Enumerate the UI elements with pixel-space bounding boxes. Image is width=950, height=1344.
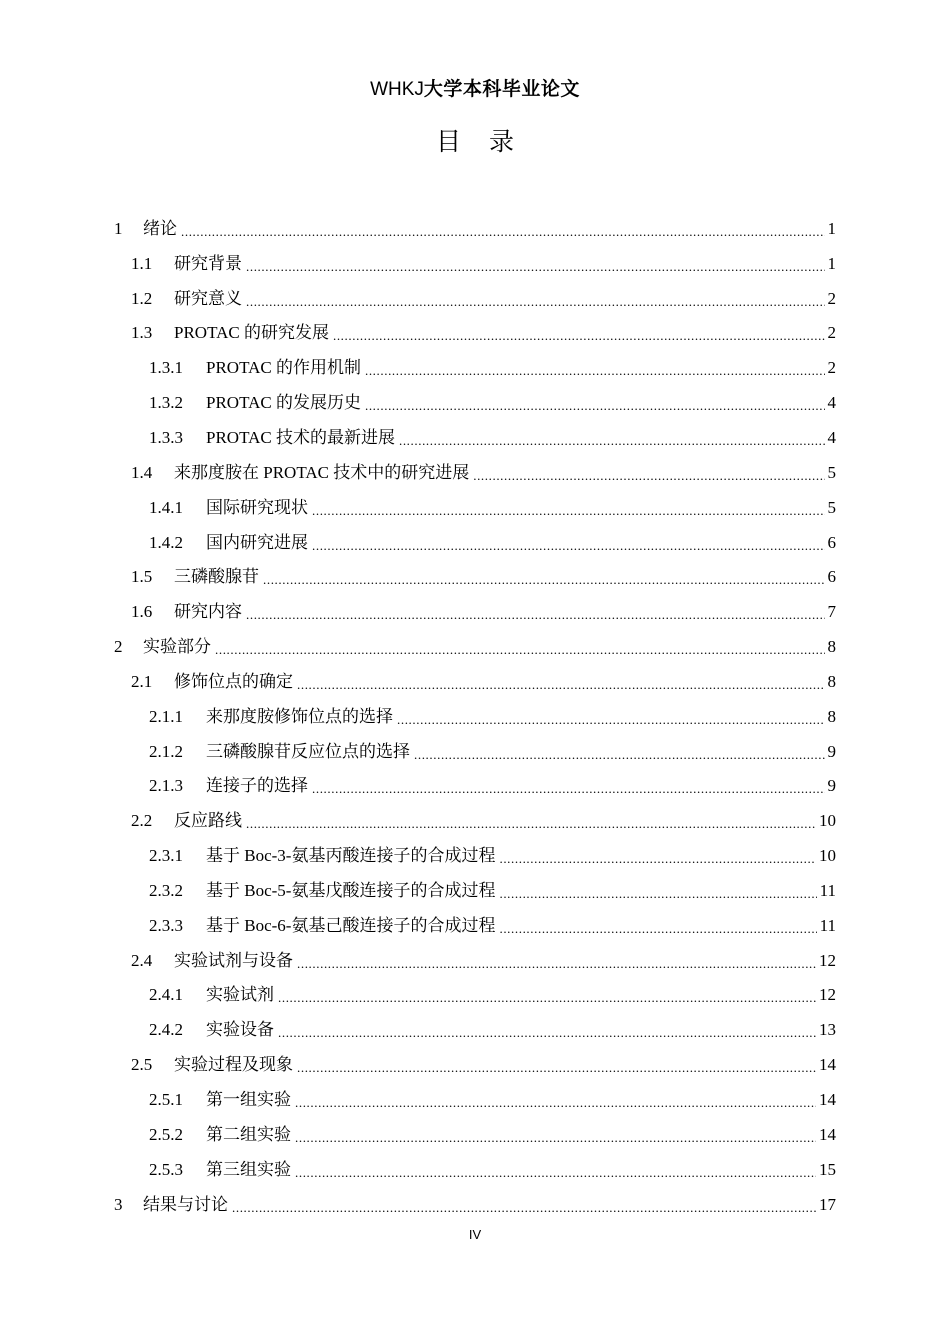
toc-entry-number: 1.6 (131, 602, 153, 622)
toc-entry-page: 6 (827, 567, 836, 587)
toc-entry-number: 1 (114, 218, 123, 238)
toc-entry-number: 1.4.2 (149, 532, 183, 552)
toc-leader-dots (181, 221, 825, 241)
toc-entry[interactable] (0, 836, 950, 871)
toc-leader-dots (499, 848, 816, 868)
toc-leader-dots (246, 291, 825, 311)
toc-entry-number: 1.1 (131, 253, 153, 273)
toc-entry-page: 2 (827, 358, 836, 378)
toc-entry-page: 13 (819, 1020, 836, 1040)
page-number: IV (468, 1227, 482, 1242)
toc-entry[interactable] (0, 244, 950, 279)
toc-entry-number: 2.4.1 (149, 985, 183, 1005)
toc-entry-number: 1.5 (131, 567, 153, 587)
toc-entry-number: 2.1.3 (149, 776, 183, 796)
toc-leader-dots (297, 674, 825, 694)
toc-entry-number: 1.3 (131, 323, 153, 343)
toc-entry[interactable] (0, 801, 950, 836)
toc-entry-number: 2.2 (131, 811, 153, 831)
toc-entry-title: 修饰位点的确定 (174, 671, 293, 691)
toc-entry-number: 2.5 (131, 1055, 153, 1075)
toc-entry-page: 10 (819, 846, 836, 866)
toc-entry-page: 9 (827, 741, 836, 761)
toc-entry[interactable] (0, 314, 950, 349)
toc-leader-dots (246, 813, 816, 833)
toc-entry-page: 11 (819, 880, 836, 900)
toc-entry-title: 实验设备 (206, 1020, 274, 1040)
toc-entry-title: 基于 Boc-5-氨基戊酸连接子的合成过程 (206, 880, 496, 900)
toc-entry[interactable] (0, 279, 950, 314)
toc-entry-title: 实验过程及现象 (174, 1055, 293, 1075)
toc-leader-dots (295, 1092, 816, 1112)
header-thesis-label: 大学本科毕业论文 (423, 78, 580, 100)
toc-entry-title: 连接子的选择 (206, 776, 308, 796)
toc-entry-title: 基于 Boc-6-氨基己酸连接子的合成过程 (206, 915, 496, 935)
toc-entry-number: 2.4 (131, 950, 153, 970)
toc-leader-dots (295, 1162, 816, 1182)
toc-entry-title: PROTAC 的研究发展 (174, 323, 329, 343)
toc-leader-dots (278, 1022, 816, 1042)
toc-entry-number: 2.1 (131, 671, 153, 691)
toc-entry[interactable] (0, 488, 950, 523)
toc-entry-page: 4 (827, 427, 836, 447)
toc-entry-page: 5 (827, 462, 836, 482)
header-university-code: WHKJ (370, 79, 424, 100)
toc-entry-page: 1 (827, 218, 836, 238)
toc-entry[interactable] (0, 1115, 950, 1150)
toc-leader-dots (312, 778, 825, 798)
toc-entry[interactable] (0, 941, 950, 976)
toc-entry[interactable] (0, 1150, 950, 1185)
toc-entry[interactable] (0, 906, 950, 941)
toc-entry-page: 17 (819, 1194, 836, 1214)
toc-entry-title: 来那度胺修饰位点的选择 (206, 706, 393, 726)
toc-entry-page: 5 (827, 497, 836, 517)
toc-entry-page: 9 (827, 776, 836, 796)
toc-entry-number: 2.1.1 (149, 706, 183, 726)
toc-entry-number: 1.4.1 (149, 497, 183, 517)
toc-entry-number: 2.3.1 (149, 846, 183, 866)
toc-entry-title: 三磷酸腺苷反应位点的选择 (206, 741, 410, 761)
toc-entry[interactable] (0, 976, 950, 1011)
toc-entry[interactable] (0, 348, 950, 383)
toc-entry-page: 15 (819, 1159, 836, 1179)
toc-entry[interactable] (0, 767, 950, 802)
toc-entry-title: 国内研究进展 (206, 532, 308, 552)
toc-entry-title: PROTAC 的作用机制 (206, 358, 361, 378)
toc-leader-dots (399, 430, 825, 450)
toc-leader-dots (414, 744, 825, 764)
toc-entry[interactable] (0, 453, 950, 488)
toc-entry-number: 2.3.3 (149, 915, 183, 935)
toc-entry-title: 第三组实验 (206, 1159, 291, 1179)
toc-entry[interactable] (0, 592, 950, 627)
toc-entry[interactable] (0, 418, 950, 453)
toc-entry-page: 4 (827, 393, 836, 413)
toc-leader-dots (499, 883, 816, 903)
page-title: 目录 (435, 127, 542, 156)
toc-entry[interactable] (0, 697, 950, 732)
toc-entry-number: 2.5.2 (149, 1124, 183, 1144)
toc-leader-dots (473, 465, 824, 485)
toc-entry-number: 2.4.2 (149, 1020, 183, 1040)
toc-entry-title: 反应路线 (174, 811, 242, 831)
toc-entry-number: 3 (114, 1194, 123, 1214)
toc-entry[interactable] (0, 383, 950, 418)
toc-leader-dots (297, 953, 816, 973)
toc-entry[interactable] (0, 732, 950, 767)
toc-entry-page: 14 (819, 1055, 836, 1075)
toc-leader-dots (312, 500, 825, 520)
toc-leader-dots (297, 1057, 816, 1077)
toc-entry-title: 来那度胺在 PROTAC 技术中的研究进展 (174, 462, 470, 482)
toc-entry-title: 研究意义 (174, 288, 242, 308)
toc-entry[interactable] (0, 871, 950, 906)
toc-entry-title: 实验试剂 (206, 985, 274, 1005)
toc-entry[interactable] (0, 662, 950, 697)
toc-entry-title: 绪论 (143, 218, 177, 238)
toc-entry-title: 第二组实验 (206, 1124, 291, 1144)
toc-leader-dots (215, 639, 825, 659)
toc-leader-dots (246, 256, 825, 276)
toc-leader-dots (499, 918, 816, 938)
toc-entry-number: 1.2 (131, 288, 153, 308)
toc-entry-page: 6 (827, 532, 836, 552)
toc-entry-page: 8 (827, 671, 836, 691)
toc-entry-number: 1.3.3 (149, 427, 183, 447)
toc-entry[interactable] (0, 627, 950, 662)
toc-leader-dots (312, 535, 825, 555)
toc-entry[interactable] (0, 209, 950, 244)
toc-entry[interactable] (0, 523, 950, 558)
toc-entry[interactable] (0, 1045, 950, 1080)
toc-entry-title: 三磷酸腺苷 (174, 567, 259, 587)
toc-entry-title: 基于 Boc-3-氨基丙酸连接子的合成过程 (206, 846, 496, 866)
toc-entry-page: 8 (827, 706, 836, 726)
toc-entry[interactable] (0, 1080, 950, 1115)
toc-entry-title: 研究内容 (174, 602, 242, 622)
toc-entry[interactable] (0, 1010, 950, 1045)
toc-entry-number: 2 (114, 637, 123, 657)
toc-leader-dots (333, 325, 825, 345)
toc-entry-page: 1 (827, 253, 836, 273)
toc-entry-title: 第一组实验 (206, 1090, 291, 1110)
page-header (0, 74, 950, 101)
toc-entry-number: 2.5.3 (149, 1159, 183, 1179)
toc-entry-page: 12 (819, 985, 836, 1005)
toc-leader-dots (246, 604, 825, 624)
toc-entry[interactable] (0, 557, 950, 592)
toc-entry-title: 结果与讨论 (143, 1194, 228, 1214)
toc-entry-page: 14 (819, 1124, 836, 1144)
toc-entry-page: 10 (819, 811, 836, 831)
toc-leader-dots (365, 360, 825, 380)
toc-entry-page: 14 (819, 1090, 836, 1110)
toc-entry-title: 研究背景 (174, 253, 242, 273)
toc-leader-dots (232, 1197, 816, 1217)
toc-entry-title: 实验试剂与设备 (174, 950, 293, 970)
toc-entry-page: 7 (827, 602, 836, 622)
toc-leader-dots (263, 569, 825, 589)
toc-leader-dots (365, 395, 825, 415)
toc-entry-number: 1.3.1 (149, 358, 183, 378)
toc-entry-title: 国际研究现状 (206, 497, 308, 517)
toc-leader-dots (397, 709, 825, 729)
toc-entry-number: 1.3.2 (149, 393, 183, 413)
toc-entry-page: 11 (819, 915, 836, 935)
toc-entry-title: PROTAC 的发展历史 (206, 393, 361, 413)
toc-entry-page: 8 (827, 637, 836, 657)
toc-entry-page: 12 (819, 950, 836, 970)
toc-entry-number: 2.1.2 (149, 741, 183, 761)
toc-entry-page: 2 (827, 288, 836, 308)
table-of-contents (0, 209, 950, 1219)
toc-entry-page: 2 (827, 323, 836, 343)
toc-entry-number: 2.3.2 (149, 880, 183, 900)
toc-entry-number: 2.5.1 (149, 1090, 183, 1110)
toc-entry-title: PROTAC 技术的最新进展 (206, 427, 395, 447)
toc-entry-number: 1.4 (131, 462, 153, 482)
toc-entry[interactable] (0, 1185, 950, 1220)
toc-leader-dots (295, 1127, 816, 1147)
toc-entry-title: 实验部分 (143, 637, 211, 657)
toc-leader-dots (278, 987, 816, 1007)
